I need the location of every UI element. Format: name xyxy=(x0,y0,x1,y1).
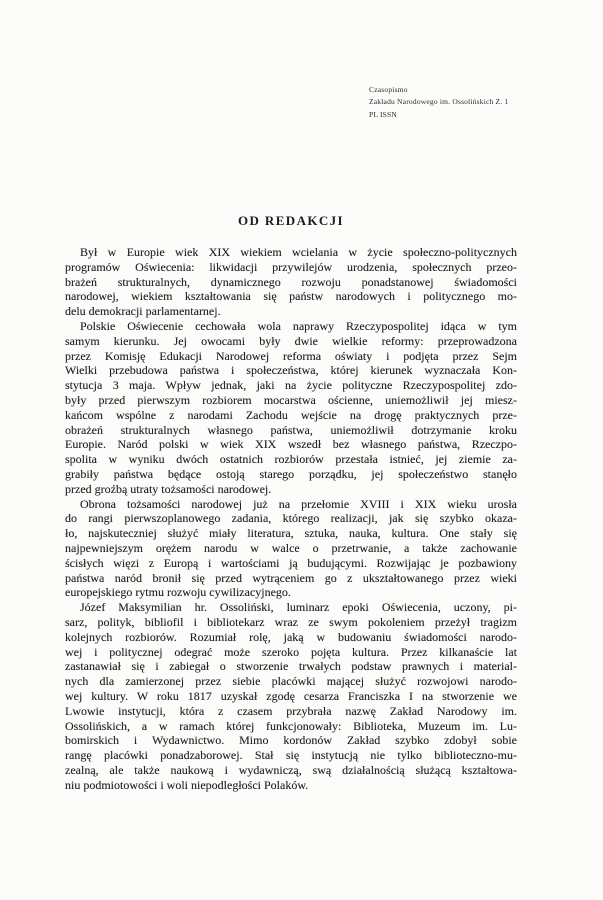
text-line: stytucja 3 maja. Wpływ jednak, jaki na życie polityczne Rzeczypospolitej zdo- xyxy=(65,378,517,393)
text-line: sarz, polityk, bibliofil i bibliotekarz wraz ze swym pokoleniem przeżył tragizm xyxy=(65,614,517,629)
text-line: najpewniejszym orężem narodu w walce o przetrwanie, a także zachowanie xyxy=(65,540,517,555)
editorial-body-text xyxy=(65,245,517,792)
text-line: brażeń strukturalnych, dynamicznego rozwoju ponadstanowej świadomości xyxy=(65,274,517,289)
text-line: Wielki przebudowa państwa i społeczeństwa, której kierunek wyznaczała Kon- xyxy=(65,363,517,378)
imprint-journal-name: Czasopismo xyxy=(369,85,408,94)
text-line: zastanawiał się i zabiegał o stworzenie trwałych podstaw prawnych i material- xyxy=(65,659,517,674)
text-line: przez Komisję Edukacji Narodowej reforma oświaty i podjęta przez Sejm xyxy=(65,348,517,363)
text-line: programów Oświecenia: likwidacji przywilejów urodzenia, społecznych przeo- xyxy=(65,259,517,274)
imprint-publisher-line: Zakładu Narodowego im. Ossolińskich Z. 1 xyxy=(369,96,509,106)
text-line: spolita w wyniku dwóch ostatnich rozbiorów przestała istnieć, jej ziemie za- xyxy=(65,452,517,467)
text-line: kańcom wspólne z narodami Zachodu wejście na drogę praktycznych prze- xyxy=(65,407,517,422)
text-line: narodowej, wiekiem kształtowania się państw narodowych i politycznego mo- xyxy=(65,289,517,304)
text-line: grabiły państwa będące ostoją starego porządku, jej społeczeństwo stanęło xyxy=(65,466,517,481)
text-line: przed groźbą utraty tożsamości narodowej. xyxy=(65,481,272,496)
text-line: niu podmiotowości i woli niepodległości Polaków. xyxy=(65,777,309,792)
imprint-issn: PL ISSN xyxy=(369,110,398,119)
text-line: państwa naród bronił się przed wytrąceniem go z ukształtowanego przez wieki xyxy=(65,570,517,585)
text-line: obrażeń strukturalnych własnego państwa, uniemożliwił dotrzymanie kroku xyxy=(65,422,517,437)
text-line: wej i politycznej odegrać może szeroko pojęta kultura. Przez kilkanaście lat xyxy=(65,644,517,659)
text-line: nych dla zamierzonej przez siebie placówki mającej służyć rozwojowi narodo- xyxy=(65,674,517,689)
text-line: delu demokracji parlamentarnej. xyxy=(65,304,221,319)
text-line: Lwowie instytucji, która z czasem przybrała nazwę Zakład Narodowy im. xyxy=(65,703,517,718)
text-line: Europie. Naród polski w wiek XIX wszedł bez własnego państwa, Rzeczpo- xyxy=(65,437,517,452)
page-title: OD REDAKCJI xyxy=(237,213,345,228)
text-line: europejskiego rytmu rozwoju cywilizacyjnego. xyxy=(65,585,291,600)
text-line: Polskie Oświecenie cechowała wola naprawy Rzeczypospolitej idąca w tym xyxy=(80,318,517,333)
text-line: Był w Europie wiek XIX wiekiem wcielania w życie społeczno-politycznych xyxy=(80,245,517,259)
text-line: były przed pierwszym rozbiorem mocarstwa ościenne, uniemożliwił jej miesz- xyxy=(65,392,517,407)
text-line: wej kultury. W roku 1817 uzyskał zgodę cesarza Franciszka I na stworzenie we xyxy=(65,688,517,703)
text-line: zealną, ale także naukową i wydawniczą, swą działalnością służącą kształtowa- xyxy=(65,762,517,777)
text-line: kolejnych rozbiorów. Rozumiał rolę, jaką w budowaniu świadomości narodo- xyxy=(65,629,517,644)
text-line: ło, najskuteczniej służyć miały literatura, sztuka, nauka, kultura. One stały się xyxy=(65,526,517,541)
text-line: do rangi pierwszoplanowego zadania, którego realizacji, jak się szybko okaza- xyxy=(65,511,517,526)
text-line: rangę placówki ponadzaborowej. Stał się instytucją nie tylko biblioteczno-mu- xyxy=(65,748,517,763)
text-line: ścisłych więzi z Europą i wartościami ją budującymi. Rozwijając je pozbawiony xyxy=(65,555,517,570)
text-line: Józef Maksymilian hr. Ossoliński, luminarz epoki Oświecenia, uczony, pi- xyxy=(80,600,517,615)
text-line: bomirskich i Wydawnictwo. Mimo kordonów Zakład szybko zdobył sobie xyxy=(65,733,517,748)
text-line: Obrona tożsamości narodowej już na przełomie XVIII i XIX wieku urosła xyxy=(80,496,517,511)
journal-imprint xyxy=(369,84,508,121)
text-line: samym kierunku. Jej owocami były dwie wielkie reformy: przeprowadzona xyxy=(65,333,517,348)
text-line: Ossolińskich, a w ramach której funkcjonowały: Biblioteka, Muzeum im. Lu- xyxy=(65,718,517,733)
